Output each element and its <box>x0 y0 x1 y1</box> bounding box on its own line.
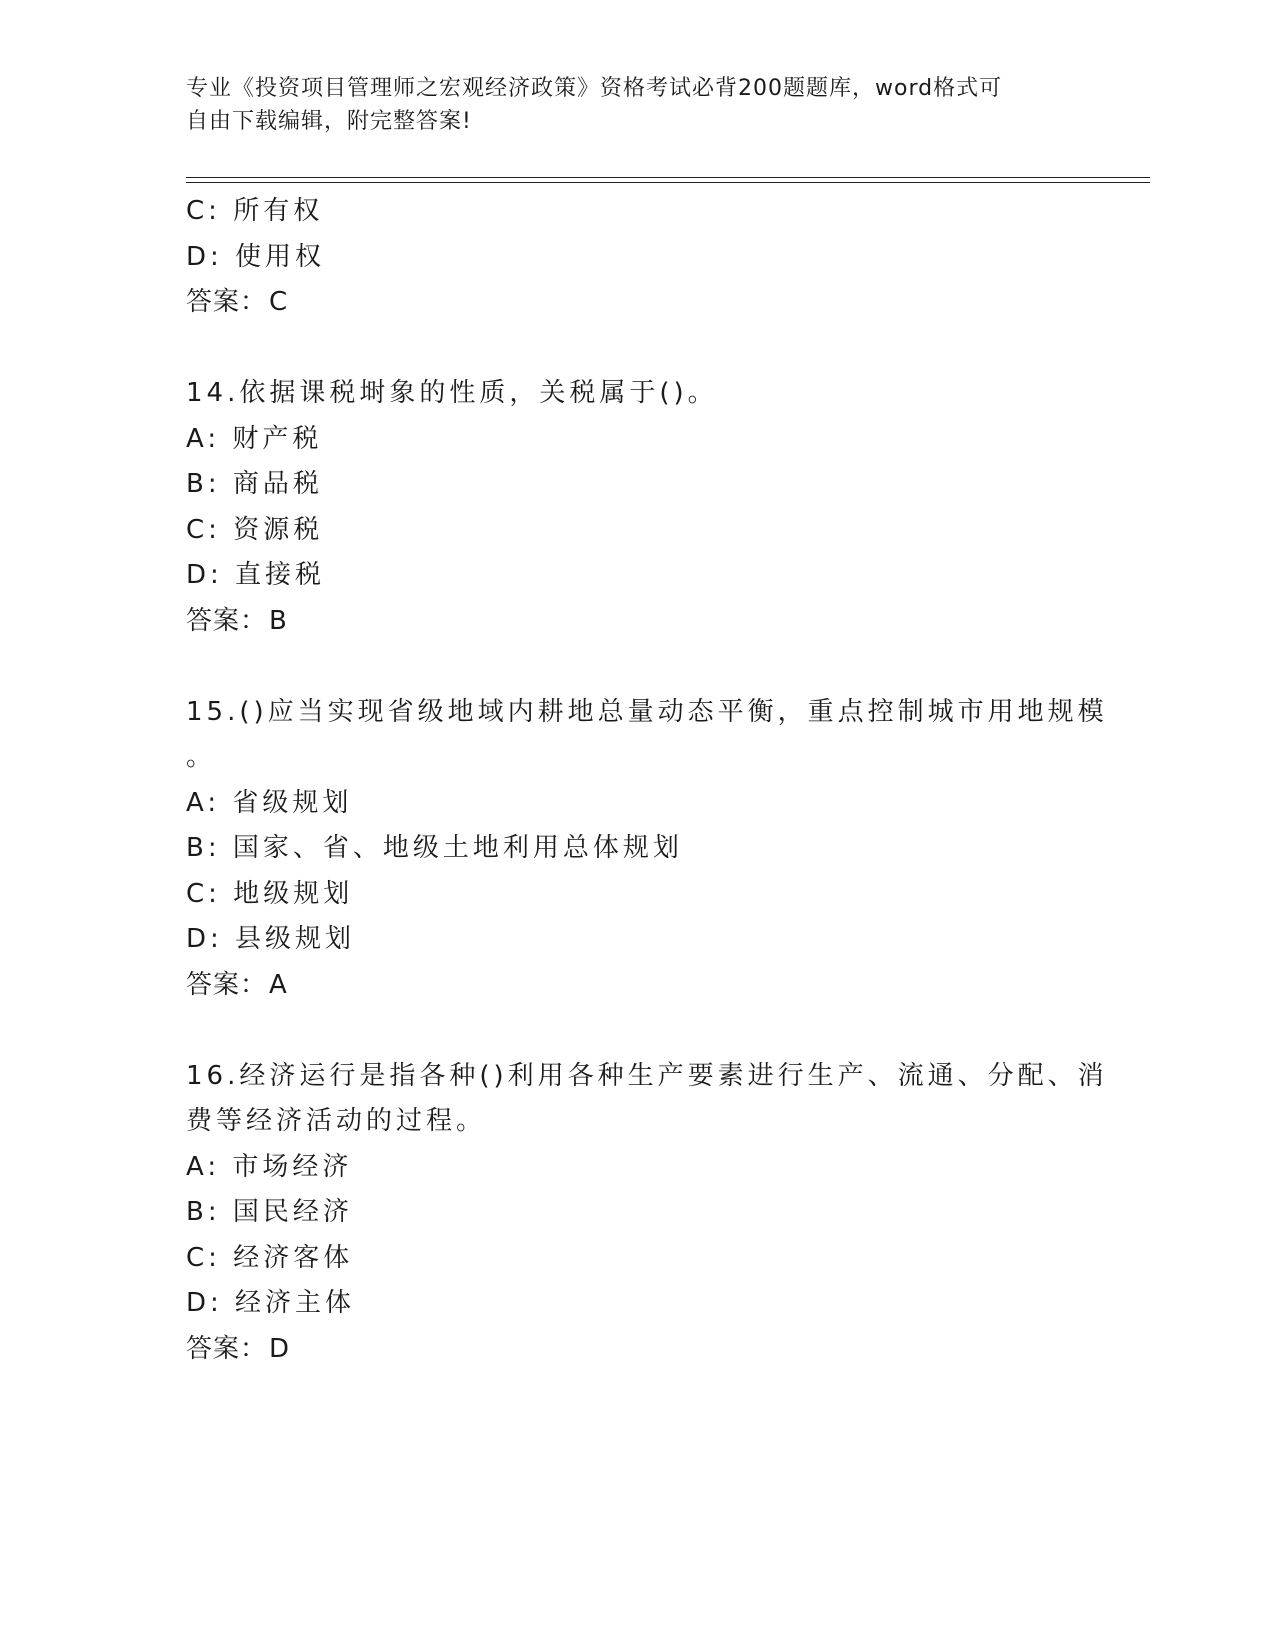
option-text: 使用权 <box>235 241 326 272</box>
spacer <box>186 326 1086 372</box>
option-label: C: <box>186 196 221 226</box>
option-label: C: <box>186 514 221 545</box>
option-c <box>186 1236 1086 1282</box>
option-c <box>186 872 1086 918</box>
option-text: 经济客体 <box>233 1242 354 1273</box>
answer-label: 答案： <box>186 287 268 317</box>
option-text: 直接税 <box>235 560 326 590</box>
option-a <box>186 781 1086 827</box>
answer-line <box>186 599 1086 645</box>
spacer <box>186 644 1086 690</box>
answer-label: 答案： <box>186 1333 268 1364</box>
option-text: 经济主体 <box>235 1288 356 1318</box>
question-stem: 14.依据课税埘象的性质，关税属于()。 <box>186 378 718 408</box>
option-c <box>186 189 1086 235</box>
question-content <box>186 189 1108 1372</box>
option-text: 财产税 <box>232 423 323 454</box>
option-text: 国民经济 <box>232 1197 353 1227</box>
header-title-line-2: 自由下载编辑，附完整答案! <box>186 109 472 134</box>
answer-line <box>186 280 1086 326</box>
answer-value: B <box>269 605 288 636</box>
option-label: D: <box>186 1288 223 1318</box>
option-d <box>186 553 1086 599</box>
question-stem-line-2: 费等经济活动的过程。 <box>186 1106 487 1136</box>
option-text: 省级规划 <box>232 787 353 818</box>
answer-value: C <box>269 287 289 317</box>
answer-value: A <box>269 969 288 1000</box>
option-label: B: <box>186 833 221 863</box>
option-text: 资源税 <box>233 514 324 545</box>
answer-line <box>186 963 1086 1009</box>
option-c <box>186 508 1086 554</box>
option-a <box>186 417 1086 463</box>
option-text: 所有权 <box>233 196 324 226</box>
question-stem-line-2: 。 <box>186 742 217 772</box>
spacer <box>186 1008 1086 1054</box>
option-label: C: <box>186 1242 221 1273</box>
option-label: A: <box>186 1151 221 1182</box>
document-header <box>186 72 1066 138</box>
question-stem-line-1: 15.()应当实现省级地域内耕地总量动态平衡，重点控制城市用地规模 <box>186 696 1108 727</box>
option-label: D: <box>186 560 223 590</box>
answer-label: 答案： <box>186 969 268 1000</box>
option-b <box>186 1190 1086 1236</box>
question-14 <box>186 371 1086 644</box>
question-stem-line-1: 16.经济运行是指各种()利用各种生产要素进行生产、流通、分配、消 <box>186 1060 1108 1091</box>
prev-question-block <box>186 189 1086 326</box>
option-label: B: <box>186 1197 221 1227</box>
option-d <box>186 917 1086 963</box>
question-16 <box>186 1054 1108 1373</box>
answer-line <box>186 1327 1086 1373</box>
option-label: C: <box>186 878 221 909</box>
option-label: A: <box>186 787 221 818</box>
option-text: 市场经济 <box>232 1151 353 1182</box>
option-b <box>186 462 1086 508</box>
option-text: 国家、省、地级土地利用总体规划 <box>232 833 683 863</box>
option-label: D: <box>186 241 223 272</box>
option-label: D: <box>186 924 223 954</box>
header-title-line-1: 专业《投资项目管理师之宏观经济政策》资格考试必背200题题库，word格式可 <box>186 76 1003 101</box>
option-a <box>186 1145 1086 1191</box>
option-text: 县级规划 <box>235 924 356 954</box>
option-text: 地级规划 <box>233 878 354 909</box>
option-text: 商品税 <box>232 469 323 499</box>
question-15 <box>186 690 1108 1009</box>
option-b <box>186 826 1086 872</box>
answer-value: D <box>269 1333 291 1364</box>
header-divider-top <box>186 177 1150 178</box>
answer-label: 答案： <box>186 605 268 636</box>
option-d <box>186 235 1086 281</box>
header-divider-bottom <box>186 182 1150 183</box>
option-label: A: <box>186 423 221 454</box>
option-d <box>186 1281 1086 1327</box>
option-label: B: <box>186 469 221 499</box>
